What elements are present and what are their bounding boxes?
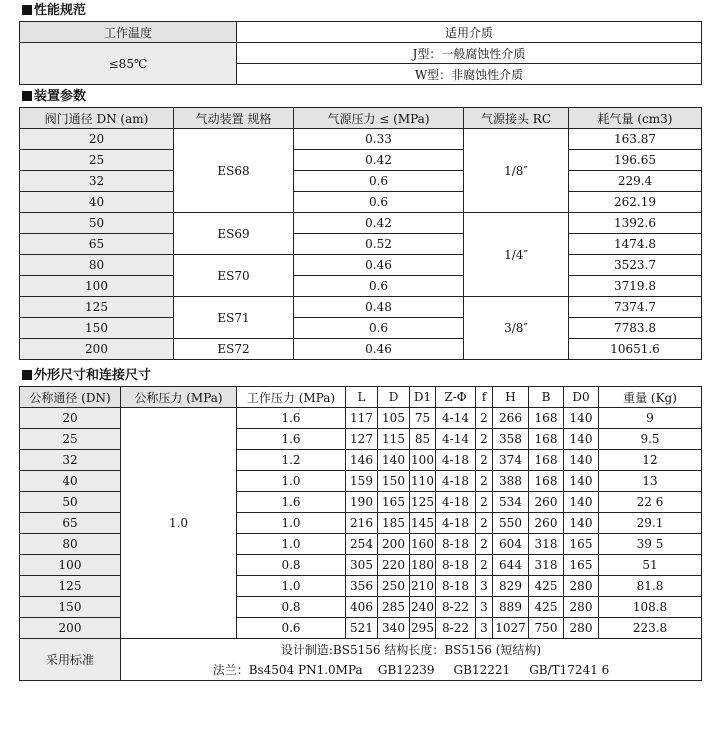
dims-cell-working-pressure: 1.6 (237, 429, 346, 450)
dims-cell-weight: 13 (599, 471, 702, 492)
dims-cell-f: 2 (476, 513, 493, 534)
square-bullet-icon (22, 5, 32, 15)
dims-cell-working-pressure: 1.0 (237, 513, 346, 534)
dims-cell-f: 2 (476, 429, 493, 450)
dims-cell-h: 829 (493, 576, 529, 597)
dims-cell-weight: 29.1 (599, 513, 702, 534)
dims-cell-h: 388 (493, 471, 529, 492)
dims-cell-b: 750 (529, 618, 564, 639)
dims-header: 工作压力 (MPa) (237, 387, 346, 408)
actuator-dn: 20 (20, 129, 174, 150)
actuator-header-consumption: 耗气量 (cm3) (569, 108, 702, 129)
dims-cell-working-pressure: 1.6 (237, 408, 346, 429)
dims-cell-h: 266 (493, 408, 529, 429)
dims-cell-d0: 140 (564, 513, 599, 534)
actuator-model: ES72 (174, 339, 294, 360)
actuator-dn: 125 (20, 297, 174, 318)
dims-cell-b: 168 (529, 471, 564, 492)
dims-cell-dn: 100 (20, 555, 121, 576)
actuator-consumption: 1392.6 (569, 213, 702, 234)
actuator-consumption: 196.65 (569, 150, 702, 171)
dims-cell-d: 220 (378, 555, 410, 576)
dims-header: 公称通径 (DN) (20, 387, 121, 408)
actuator-pressure: 0.33 (294, 129, 464, 150)
dims-row (20, 408, 702, 429)
dims-header: D1 (410, 387, 436, 408)
dims-cell-weight: 9 (599, 408, 702, 429)
dims-cell-working-pressure: 0.8 (237, 555, 346, 576)
actuator-pressure: 0.6 (294, 318, 464, 339)
dims-cell-d0: 140 (564, 408, 599, 429)
actuator-dn: 32 (20, 171, 174, 192)
actuator-consumption: 10651.6 (569, 339, 702, 360)
dims-cell-weight: 81.8 (599, 576, 702, 597)
dims-cell-weight: 108.8 (599, 597, 702, 618)
dims-cell-working-pressure: 0.8 (237, 597, 346, 618)
section-title-dims: 外形尺寸和连接尺寸 (22, 368, 151, 384)
dims-cell-d0: 140 (564, 471, 599, 492)
dims-header: f (476, 387, 493, 408)
standards-line-1: 设计制造:BS5156 结构长度：BS5156 (短结构) (121, 639, 702, 660)
dims-cell-b: 425 (529, 576, 564, 597)
dims-cell-working-pressure: 1.0 (237, 576, 346, 597)
actuator-dn: 150 (20, 318, 174, 339)
dims-cell-d: 140 (378, 450, 410, 471)
dims-cell-l: 305 (346, 555, 378, 576)
dims-cell-d: 150 (378, 471, 410, 492)
dims-header: 重量 (Kg) (599, 387, 702, 408)
actuator-consumption: 7783.8 (569, 318, 702, 339)
dims-cell-z-phi: 4-18 (436, 492, 476, 513)
dims-cell-b: 168 (529, 408, 564, 429)
dims-cell-working-pressure: 1.2 (237, 450, 346, 471)
dims-cell-f: 2 (476, 408, 493, 429)
dims-cell-h: 604 (493, 534, 529, 555)
dims-cell-d0: 140 (564, 450, 599, 471)
dims-cell-b: 318 (529, 534, 564, 555)
dims-cell-d: 250 (378, 576, 410, 597)
dims-cell-l: 216 (346, 513, 378, 534)
dims-cell-z-phi: 4-14 (436, 408, 476, 429)
actuator-pressure: 0.6 (294, 171, 464, 192)
section-title-spec: 性能规范 (22, 3, 86, 19)
dims-cell-h: 1027 (493, 618, 529, 639)
dims-cell-d: 340 (378, 618, 410, 639)
dims-cell-dn: 25 (20, 429, 121, 450)
actuator-pressure: 0.42 (294, 150, 464, 171)
dims-cell-working-pressure: 0.6 (237, 618, 346, 639)
dims-cell-d1: 180 (410, 555, 436, 576)
dims-cell-d1: 145 (410, 513, 436, 534)
dims-cell-d: 115 (378, 429, 410, 450)
actuator-header-model: 气动装置 规格 (174, 108, 294, 129)
dims-cell-dn: 200 (20, 618, 121, 639)
actuator-model: ES69 (174, 213, 294, 255)
dims-cell-d1: 160 (410, 534, 436, 555)
dims-cell-working-pressure: 1.0 (237, 534, 346, 555)
actuator-header-connector: 气源接头 RC (464, 108, 569, 129)
dims-nominal-pressure: 1.0 (121, 408, 237, 639)
dims-cell-d0: 165 (564, 555, 599, 576)
actuator-connector: 1/8″ (464, 129, 569, 213)
dims-cell-d0: 165 (564, 534, 599, 555)
dims-header: 公称压力 (MPa) (121, 387, 237, 408)
dims-body (20, 408, 702, 639)
dims-cell-b: 168 (529, 429, 564, 450)
spec-media-j: J型：一般腐蚀性介质 (237, 43, 702, 64)
dims-cell-dn: 125 (20, 576, 121, 597)
actuator-consumption: 1474.8 (569, 234, 702, 255)
dims-cell-dn: 20 (20, 408, 121, 429)
dims-cell-l: 190 (346, 492, 378, 513)
dims-cell-b: 318 (529, 555, 564, 576)
dims-cell-d1: 75 (410, 408, 436, 429)
actuator-pressure: 0.52 (294, 234, 464, 255)
dims-cell-z-phi: 8-18 (436, 555, 476, 576)
actuator-dn: 200 (20, 339, 174, 360)
dims-header: H (493, 387, 529, 408)
spec-media-w: W型：非腐蚀性介质 (237, 64, 702, 85)
dims-cell-d1: 85 (410, 429, 436, 450)
dims-cell-weight: 223.8 (599, 618, 702, 639)
square-bullet-icon (22, 370, 32, 380)
dims-cell-b: 425 (529, 597, 564, 618)
dims-cell-z-phi: 4-18 (436, 450, 476, 471)
dims-cell-d: 165 (378, 492, 410, 513)
actuator-consumption: 7374.7 (569, 297, 702, 318)
dims-cell-dn: 150 (20, 597, 121, 618)
actuator-pressure: 0.46 (294, 339, 464, 360)
dims-cell-d: 185 (378, 513, 410, 534)
dims-cell-z-phi: 8-18 (436, 534, 476, 555)
spec-table (19, 21, 702, 85)
actuator-pressure: 0.42 (294, 213, 464, 234)
dims-cell-z-phi: 4-18 (436, 471, 476, 492)
actuator-connector: 1/4″ (464, 213, 569, 297)
dims-cell-d1: 210 (410, 576, 436, 597)
dims-cell-z-phi: 8-18 (436, 576, 476, 597)
square-bullet-icon (22, 91, 32, 101)
actuator-header-pressure: 气源压力 ≤ (MPa) (294, 108, 464, 129)
dims-cell-l: 356 (346, 576, 378, 597)
dims-cell-d0: 280 (564, 576, 599, 597)
dims-header: L (346, 387, 378, 408)
actuator-pressure: 0.6 (294, 192, 464, 213)
dims-cell-f: 2 (476, 471, 493, 492)
dims-cell-z-phi: 4-14 (436, 429, 476, 450)
spec-temp-value: ≤85℃ (20, 43, 237, 85)
actuator-pressure: 0.6 (294, 276, 464, 297)
dims-cell-z-phi: 8-22 (436, 597, 476, 618)
dims-cell-d0: 140 (564, 429, 599, 450)
dims-cell-z-phi: 4-18 (436, 513, 476, 534)
dims-header: B (529, 387, 564, 408)
dims-cell-z-phi: 8-22 (436, 618, 476, 639)
dims-table (19, 386, 702, 681)
actuator-consumption: 3719.8 (569, 276, 702, 297)
dims-cell-weight: 22 6 (599, 492, 702, 513)
dims-cell-f: 2 (476, 555, 493, 576)
dims-cell-dn: 80 (20, 534, 121, 555)
dims-cell-h: 889 (493, 597, 529, 618)
dims-cell-f: 3 (476, 618, 493, 639)
dims-cell-d: 285 (378, 597, 410, 618)
actuator-consumption: 3523.7 (569, 255, 702, 276)
dims-cell-l: 146 (346, 450, 378, 471)
dims-cell-d0: 140 (564, 492, 599, 513)
dims-cell-d1: 125 (410, 492, 436, 513)
actuator-dn: 80 (20, 255, 174, 276)
dims-cell-dn: 32 (20, 450, 121, 471)
dims-cell-working-pressure: 1.0 (237, 471, 346, 492)
actuator-pressure: 0.46 (294, 255, 464, 276)
dims-cell-working-pressure: 1.6 (237, 492, 346, 513)
dims-cell-dn: 40 (20, 471, 121, 492)
dims-cell-l: 159 (346, 471, 378, 492)
dims-cell-d0: 280 (564, 618, 599, 639)
dims-cell-weight: 12 (599, 450, 702, 471)
actuator-connector: 3/8″ (464, 297, 569, 360)
dims-cell-f: 2 (476, 492, 493, 513)
dims-cell-h: 358 (493, 429, 529, 450)
dims-cell-l: 254 (346, 534, 378, 555)
actuator-consumption: 163.87 (569, 129, 702, 150)
dims-cell-d: 105 (378, 408, 410, 429)
dims-cell-d1: 100 (410, 450, 436, 471)
dims-cell-weight: 51 (599, 555, 702, 576)
actuator-model: ES71 (174, 297, 294, 339)
actuator-header-dn: 阀门通径 DN (am) (20, 108, 174, 129)
dims-cell-b: 260 (529, 492, 564, 513)
dims-cell-h: 550 (493, 513, 529, 534)
dims-cell-b: 168 (529, 450, 564, 471)
dims-cell-f: 3 (476, 597, 493, 618)
dims-cell-f: 2 (476, 450, 493, 471)
dims-header: Z-Φ (436, 387, 476, 408)
dims-cell-l: 117 (346, 408, 378, 429)
dims-cell-l: 521 (346, 618, 378, 639)
actuator-consumption: 229.4 (569, 171, 702, 192)
actuator-dn: 40 (20, 192, 174, 213)
dims-header: D0 (564, 387, 599, 408)
dims-cell-d1: 240 (410, 597, 436, 618)
actuator-dn: 65 (20, 234, 174, 255)
section-title-actuator: 装置参数 (22, 89, 86, 105)
actuator-consumption: 262.19 (569, 192, 702, 213)
dims-cell-weight: 39 5 (599, 534, 702, 555)
dims-cell-d1: 110 (410, 471, 436, 492)
spec-header-temp: 工作温度 (20, 22, 237, 43)
dims-cell-h: 534 (493, 492, 529, 513)
actuator-dn: 100 (20, 276, 174, 297)
dims-header: D (378, 387, 410, 408)
dims-cell-d: 200 (378, 534, 410, 555)
standards-line-2: 法兰：Bs4504 PN1.0MPa GB12239 GB12221 GB/T17241 6 (121, 660, 702, 681)
dims-cell-d0: 280 (564, 597, 599, 618)
dims-cell-d1: 295 (410, 618, 436, 639)
actuator-model: ES68 (174, 129, 294, 213)
actuator-model: ES70 (174, 255, 294, 297)
standards-label: 采用标准 (20, 639, 121, 681)
dims-cell-h: 374 (493, 450, 529, 471)
spec-header-media: 适用介质 (237, 22, 702, 43)
dims-cell-dn: 50 (20, 492, 121, 513)
dims-cell-l: 127 (346, 429, 378, 450)
dims-cell-f: 3 (476, 576, 493, 597)
dims-cell-weight: 9.5 (599, 429, 702, 450)
dims-cell-f: 2 (476, 534, 493, 555)
dims-cell-dn: 65 (20, 513, 121, 534)
actuator-pressure: 0.48 (294, 297, 464, 318)
dims-cell-b: 260 (529, 513, 564, 534)
dims-cell-l: 406 (346, 597, 378, 618)
dims-cell-h: 644 (493, 555, 529, 576)
actuator-dn: 25 (20, 150, 174, 171)
actuator-table (19, 107, 702, 360)
actuator-dn: 50 (20, 213, 174, 234)
